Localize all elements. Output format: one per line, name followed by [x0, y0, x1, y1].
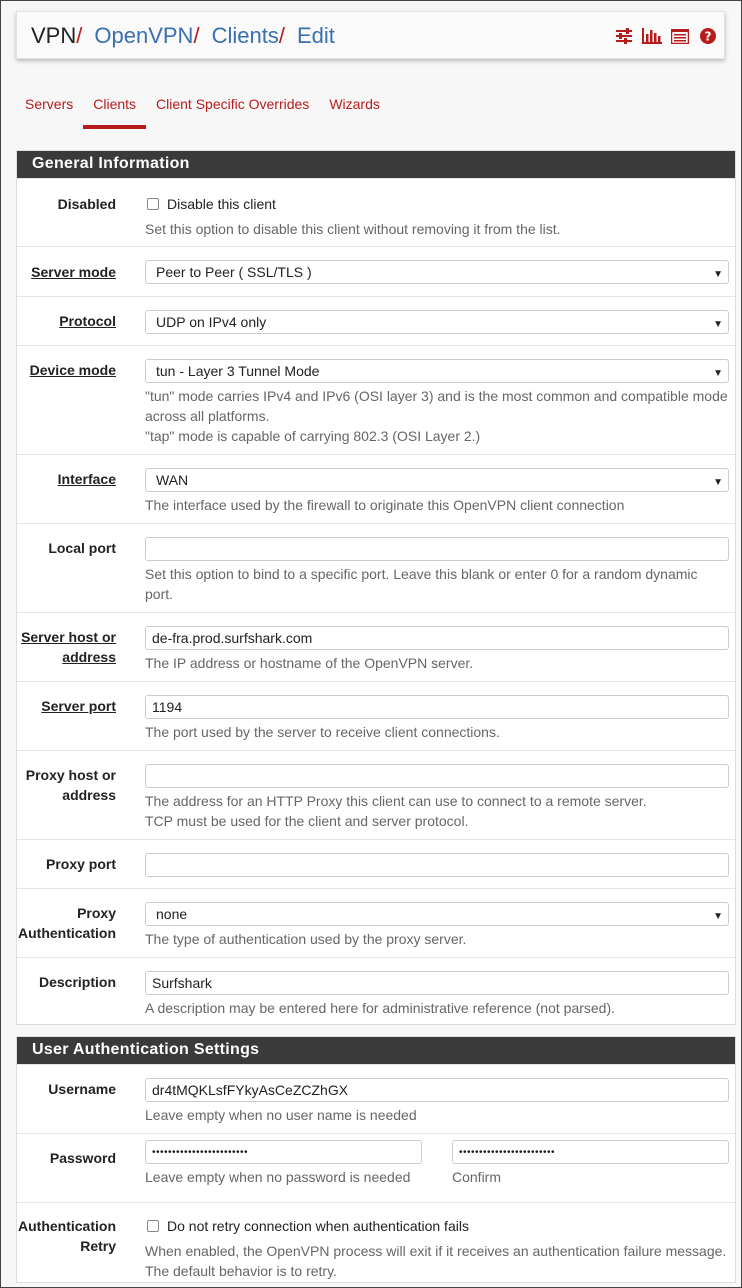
breadcrumb: [31, 23, 335, 49]
tab-clients[interactable]: Clients: [83, 89, 146, 129]
username-label: Username: [48, 1081, 116, 1097]
device-mode-row: [17, 345, 735, 454]
proxy-port-input[interactable]: [145, 853, 729, 877]
chevron-down-icon: ▼: [713, 319, 723, 330]
chevron-down-icon: ▼: [713, 477, 723, 488]
proxy-host-help: The address for an HTTP Proxy this client can use to connect to a remote server.: [145, 793, 647, 809]
user-authentication-panel: [16, 1036, 736, 1283]
chevron-down-icon: ▼: [713, 911, 723, 922]
chevron-down-icon: ▼: [713, 368, 723, 379]
general-information-panel: [16, 150, 736, 1025]
breadcrumb-separator: /: [278, 23, 285, 48]
svg-text:?: ?: [704, 29, 712, 44]
server-port-help: The port used by the server to receive client connections.: [145, 724, 500, 740]
server-mode-label: Server mode: [31, 264, 116, 280]
server-host-row: [17, 612, 735, 681]
local-port-help: Set this option to bind to a specific port. Leave this blank or enter 0 for a random dynamic port.: [145, 566, 698, 602]
password-help: Leave empty when no password is needed: [145, 1169, 411, 1185]
bar-chart-icon[interactable]: [642, 26, 662, 46]
device-mode-label: Device mode: [29, 362, 116, 378]
server-port-input[interactable]: 1194: [145, 695, 729, 719]
device-mode-select[interactable]: tun - Layer 3 Tunnel Mode ▼: [145, 359, 729, 383]
proxy-host-row: [17, 750, 735, 839]
breadcrumb-openvpn[interactable]: OpenVPN: [94, 23, 194, 48]
breadcrumb-clients[interactable]: Clients: [211, 23, 279, 48]
interface-select[interactable]: WAN ▼: [145, 468, 729, 492]
interface-label: Interface: [57, 471, 116, 487]
server-host-help: The IP address or hostname of the OpenVPN server.: [145, 655, 474, 671]
protocol-label: Protocol: [59, 313, 116, 329]
tab-servers[interactable]: Servers: [25, 96, 74, 112]
server-mode-select[interactable]: Peer to Peer ( SSL/TLS ) ▼: [145, 260, 729, 284]
proxy-host-help-tcp: TCP must be used for the client and server protocol.: [145, 813, 469, 829]
description-label: Description: [38, 974, 116, 990]
disable-client-checkbox[interactable]: [147, 198, 159, 210]
proxy-auth-help: The type of authentication used by the proxy server.: [145, 931, 467, 947]
proxy-host-label: Proxy host or address: [25, 767, 116, 803]
tab-bar: [15, 89, 390, 129]
password-input[interactable]: ••••••••••••••••••••••••: [145, 1140, 422, 1164]
disabled-label: Disabled: [57, 196, 116, 212]
tab-client-specific-overrides[interactable]: Client Specific Overrides: [156, 96, 310, 112]
breadcrumb-edit[interactable]: Edit: [296, 23, 335, 48]
description-help: A description may be entered here for administrative reference (not parsed).: [145, 1000, 616, 1016]
proxy-auth-label: Proxy Authentication: [18, 905, 116, 941]
protocol-select[interactable]: UDP on IPv4 only ▼: [145, 310, 729, 334]
breadcrumb-separator: /: [193, 23, 200, 48]
proxy-host-input[interactable]: [145, 764, 729, 788]
local-port-input[interactable]: [145, 537, 729, 561]
password-confirm-input[interactable]: ••••••••••••••••••••••••: [452, 1140, 729, 1164]
password-row: [17, 1133, 735, 1202]
description-input[interactable]: Surfshark: [145, 971, 729, 995]
help-icon[interactable]: [698, 26, 718, 46]
username-row: [17, 1064, 735, 1133]
disabled-row: [17, 178, 735, 246]
username-input[interactable]: dr4tMQKLsfFYkyAsCeZCZhGX: [145, 1078, 729, 1102]
chevron-down-icon: ▼: [713, 269, 723, 280]
proxy-port-label: Proxy port: [45, 856, 116, 872]
auth-retry-help-default: The default behavior is to retry.: [145, 1263, 337, 1279]
auth-retry-help: When enabled, the OpenVPN process will exit if it receives an authentication failure message.: [145, 1243, 727, 1259]
password-confirm-help: Confirm: [452, 1169, 502, 1185]
auth-retry-label: Authentication Retry: [18, 1218, 116, 1254]
breadcrumb-separator: /: [76, 23, 83, 48]
interface-help: The interface used by the firewall to originate this OpenVPN client connection: [145, 497, 625, 513]
tab-wizards[interactable]: Wizards: [329, 96, 380, 112]
server-port-row: [17, 681, 735, 750]
list-icon[interactable]: [670, 26, 690, 46]
interface-row: [17, 454, 735, 523]
auth-retry-checkbox[interactable]: [147, 1220, 159, 1232]
proxy-auth-select[interactable]: none ▼: [145, 902, 729, 926]
local-port-row: [17, 523, 735, 612]
local-port-label: Local port: [48, 540, 116, 556]
protocol-row: [17, 296, 735, 345]
username-help: Leave empty when no user name is needed: [145, 1107, 417, 1123]
server-host-label: Server host or address: [21, 629, 116, 665]
server-mode-row: [17, 246, 735, 296]
panel-title: General Information: [17, 151, 735, 178]
password-label: Password: [49, 1150, 116, 1166]
server-port-label: Server port: [41, 698, 116, 714]
server-host-input[interactable]: de-fra.prod.surfshark.com: [145, 626, 729, 650]
sliders-icon[interactable]: [614, 26, 634, 46]
breadcrumb-vpn[interactable]: VPN: [31, 23, 77, 48]
proxy-auth-row: [17, 888, 735, 957]
description-row: [17, 957, 735, 1025]
device-mode-help-tun: "tun" mode carries IPv4 and IPv6 (OSI layer 3) and is the most common and compatible mode across all platforms.: [145, 388, 728, 424]
auth-retry-text: Do not retry connection when authentication fails: [167, 1218, 469, 1234]
page-header: [16, 11, 725, 59]
auth-retry-row: [17, 1202, 735, 1283]
disable-client-text: Disable this client: [167, 196, 276, 212]
panel-title: User Authentication Settings: [17, 1037, 735, 1064]
disabled-help: Set this option to disable this client without removing it from the list.: [145, 221, 561, 237]
device-mode-help-tap: "tap" mode is capable of carrying 802.3 (OSI Layer 2.): [145, 428, 481, 444]
proxy-port-row: [17, 839, 735, 888]
